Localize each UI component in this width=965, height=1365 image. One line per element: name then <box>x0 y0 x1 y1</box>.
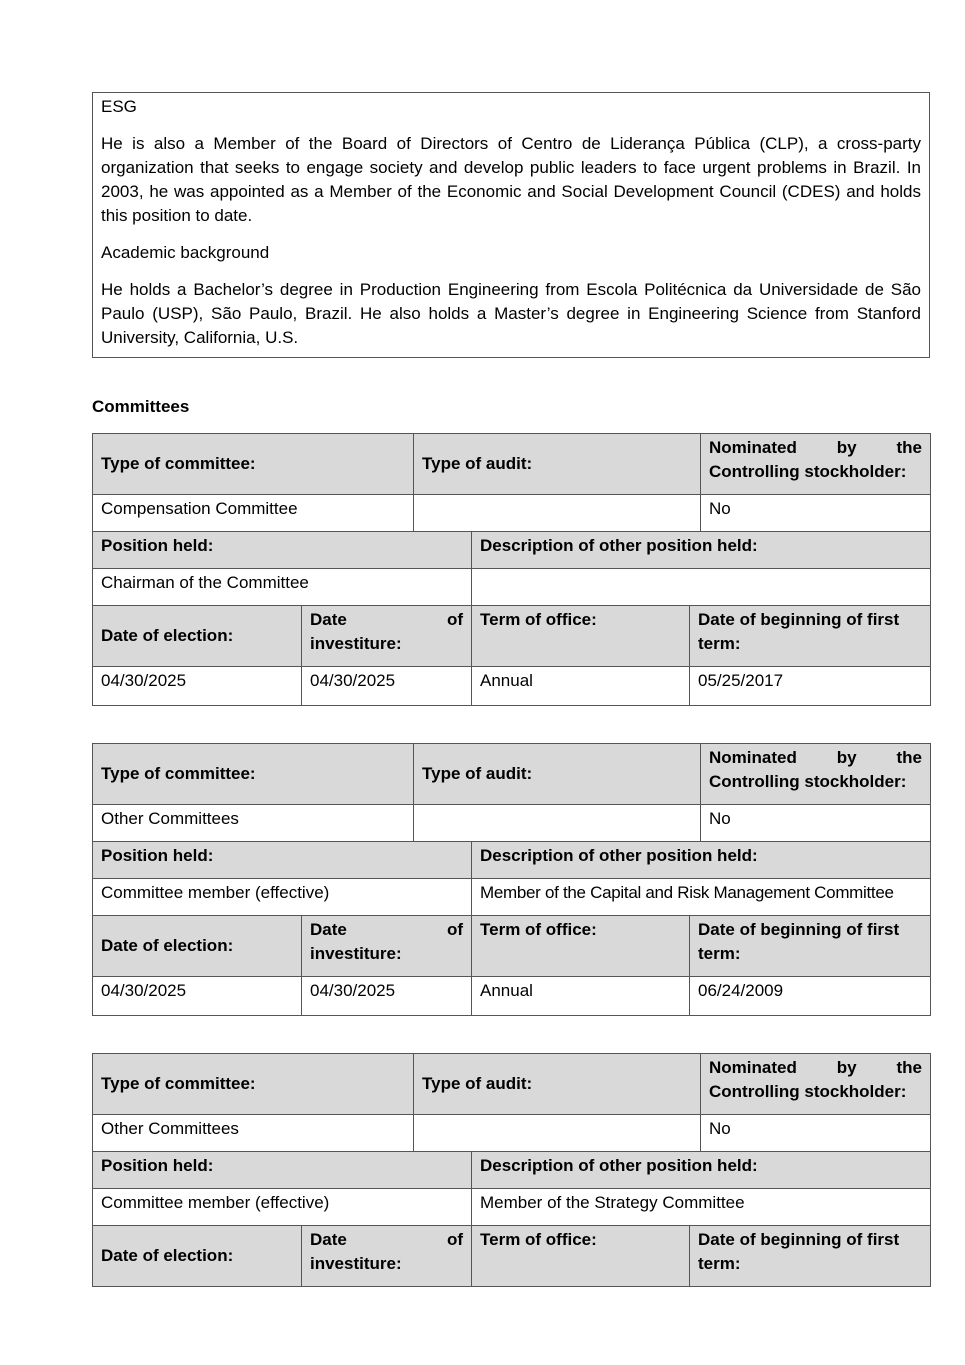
position-held-header: Position held: <box>92 841 472 879</box>
committee-type-value: Compensation Committee <box>92 494 414 532</box>
esg-paragraph: He is also a Member of the Board of Directors of Centro de Liderança Pública (CLP), a cross-party organization that seeks to engage society and develop public leaders to face urgent problems in Brazil. In 2003, he was appointed as a Member of the Economic and Social Development Council (CDES) and holds this position to date. <box>101 134 921 225</box>
description-value: Member of the Capital and Risk Management Committee <box>471 878 931 916</box>
nominated-value: No <box>700 804 931 842</box>
position-held-header: Position held: <box>92 1151 472 1189</box>
audit-type-value <box>413 494 701 532</box>
term-value: Annual <box>471 666 690 706</box>
term-of-office-header: Term of office: <box>471 1225 690 1287</box>
committee-table-3 <box>92 1053 931 1289</box>
committee-type-value: Other Committees <box>92 1114 414 1152</box>
investiture-date-header: Date of investiture: <box>301 915 472 977</box>
investiture-date-header: Date of investiture: <box>301 605 472 667</box>
audit-type-value <box>413 1114 701 1152</box>
investiture-date-value: 04/30/2025 <box>301 976 472 1016</box>
academic-label: Academic background <box>101 243 270 262</box>
first-term-value: 06/24/2009 <box>689 976 931 1016</box>
type-of-committee-header: Type of committee: <box>92 1053 414 1115</box>
position-held-value: Chairman of the Committee <box>92 568 472 606</box>
nominated-header: Nominated by the Controlling stockholder: <box>700 433 931 495</box>
committee-table-2 <box>92 743 931 1016</box>
election-date-value: 04/30/2025 <box>92 666 302 706</box>
type-of-audit-header: Type of audit: <box>413 743 701 805</box>
description-value: Member of the Strategy Committee <box>471 1188 931 1226</box>
first-term-value: 05/25/2017 <box>689 666 931 706</box>
election-date-header: Date of election: <box>92 1225 302 1287</box>
first-term-header: Date of beginning of first term: <box>689 915 931 977</box>
committees-heading: Committees <box>92 397 190 416</box>
investiture-date-header: Date of investiture: <box>301 1225 472 1287</box>
nominated-header: Nominated by the Controlling stockholder: <box>700 743 931 805</box>
description-value <box>471 568 931 606</box>
type-of-committee-header: Type of committee: <box>92 433 414 495</box>
biography-box <box>92 92 930 358</box>
committee-table-1 <box>92 433 931 706</box>
term-of-office-header: Term of office: <box>471 605 690 667</box>
election-date-header: Date of election: <box>92 915 302 977</box>
position-held-value: Committee member (effective) <box>92 878 472 916</box>
description-header: Description of other position held: <box>471 1151 931 1189</box>
election-date-header: Date of election: <box>92 605 302 667</box>
investiture-date-value: 04/30/2025 <box>301 666 472 706</box>
nominated-value: No <box>700 1114 931 1152</box>
academic-paragraph: He holds a Bachelor’s degree in Production Engineering from Escola Politécnica da Universidade de São Paulo (USP), São Paulo, Brazil. He also holds a Master’s degree in Engineering Science from Stanford University, California, U.S. <box>101 280 921 347</box>
type-of-committee-header: Type of committee: <box>92 743 414 805</box>
type-of-audit-header: Type of audit: <box>413 1053 701 1115</box>
committee-type-value: Other Committees <box>92 804 414 842</box>
nominated-value: No <box>700 494 931 532</box>
election-date-value: 04/30/2025 <box>92 976 302 1016</box>
description-header: Description of other position held: <box>471 841 931 879</box>
first-term-header: Date of beginning of first term: <box>689 605 931 667</box>
first-term-header: Date of beginning of first term: <box>689 1225 931 1287</box>
description-header: Description of other position held: <box>471 531 931 569</box>
audit-type-value <box>413 804 701 842</box>
esg-label: ESG <box>101 97 137 116</box>
nominated-header: Nominated by the Controlling stockholder: <box>700 1053 931 1115</box>
type-of-audit-header: Type of audit: <box>413 433 701 495</box>
term-value: Annual <box>471 976 690 1016</box>
position-held-header: Position held: <box>92 531 472 569</box>
term-of-office-header: Term of office: <box>471 915 690 977</box>
position-held-value: Committee member (effective) <box>92 1188 472 1226</box>
